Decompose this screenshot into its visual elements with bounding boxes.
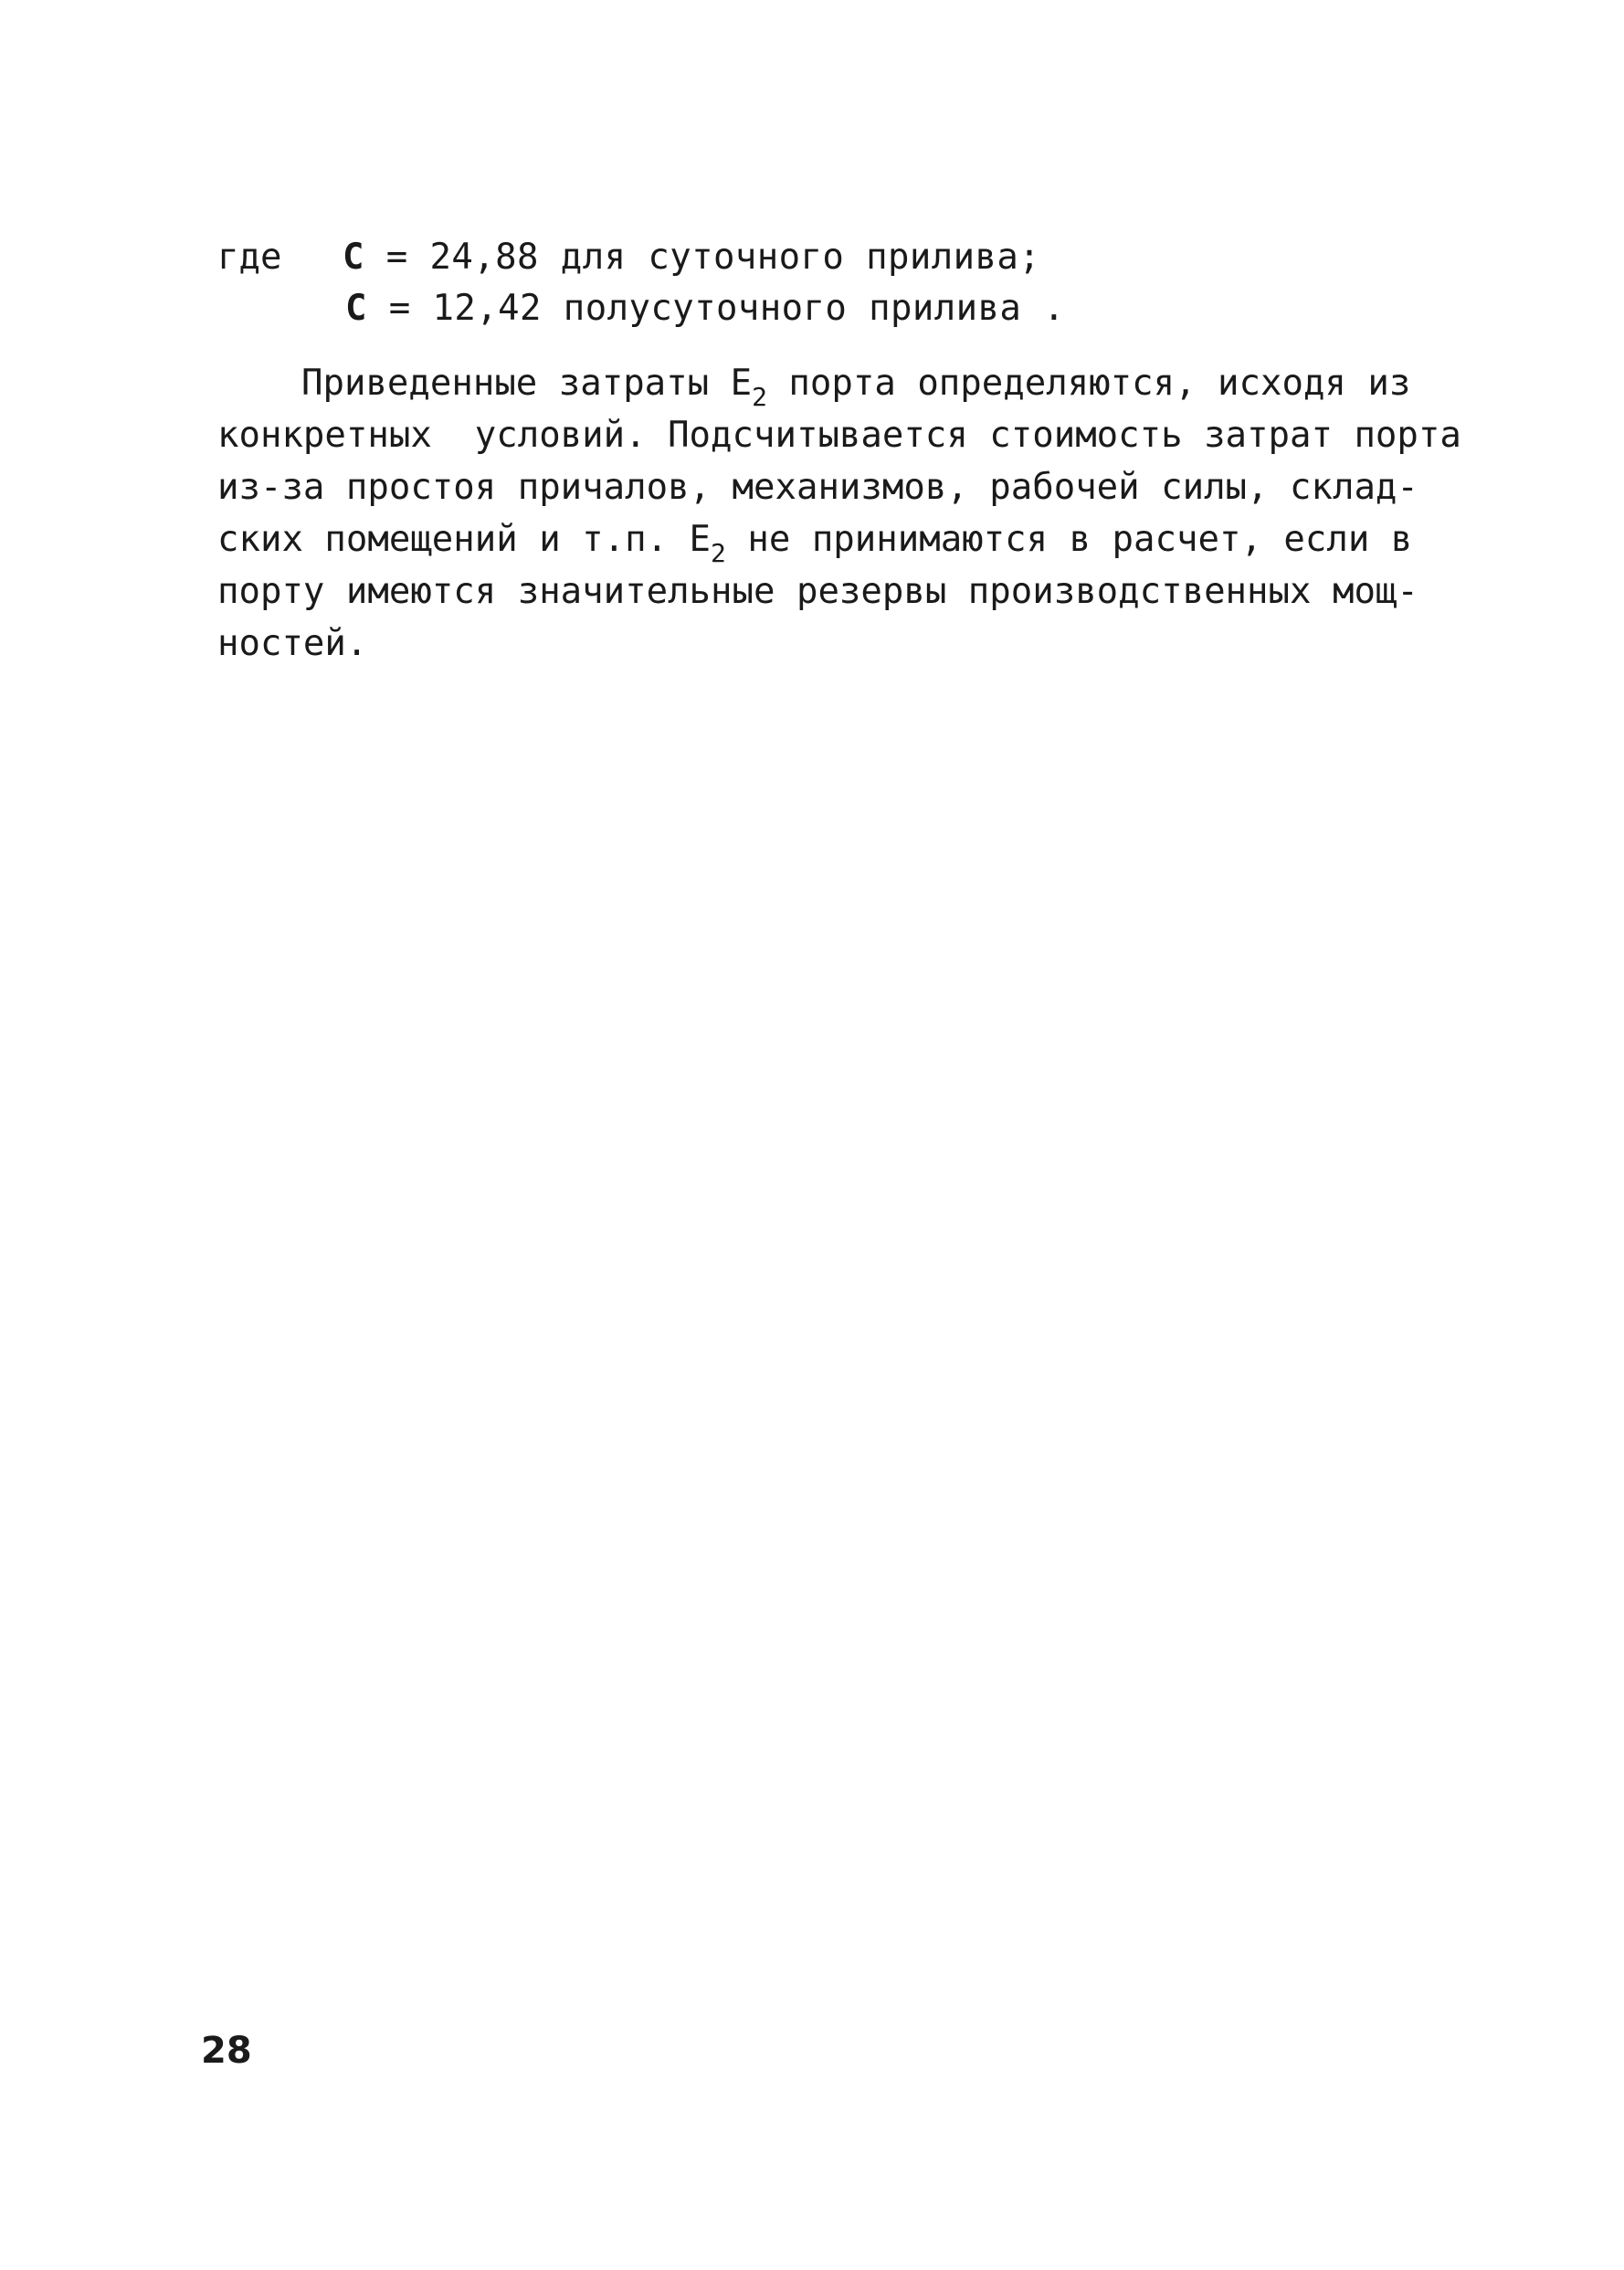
formula-text: = 24,88 для суточного прилива;	[364, 237, 1041, 278]
text-segment: ских помещений и т.п. E	[217, 519, 712, 560]
subscript: 2	[711, 538, 726, 568]
formula-line-diurnal	[343, 237, 1041, 278]
subscript: 2	[752, 382, 767, 412]
paragraph-line-3: из-за простоя причалов, механизмов, рабочей силы, склад-	[217, 467, 1418, 508]
formula-text: = 12,42 полусуточного прилива .	[366, 288, 1066, 329]
paragraph-line-4	[217, 519, 1423, 568]
paragraph-line-6: ностей.	[217, 623, 368, 664]
paragraph-line-1	[301, 363, 1507, 412]
variable-c: C	[345, 288, 367, 329]
text-segment: порта определяются, исходя из	[766, 363, 1411, 404]
variable-c: C	[343, 237, 364, 278]
paragraph-line-2: конкретных условий. Подсчитывается стоимость затрат порта	[217, 415, 1461, 456]
where-label: где	[217, 237, 282, 278]
formula-line-semidiurnal	[345, 288, 1066, 329]
text-segment: не принимаются в расчет, если в	[725, 519, 1413, 560]
paragraph-line-5: порту имеются значительные резервы производственных мощ-	[217, 571, 1418, 612]
text-segment: Приведенные затраты E	[301, 363, 753, 404]
page-number: 28	[201, 2030, 252, 2072]
